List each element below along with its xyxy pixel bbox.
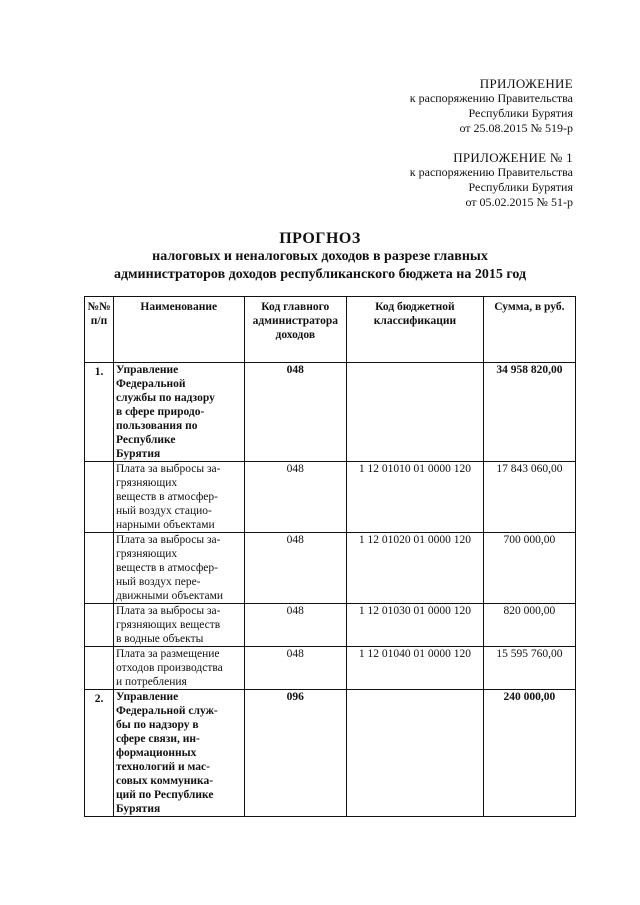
header-kbk: Код бюджетной классификации <box>347 297 484 363</box>
row-name-line: грязняющих <box>116 548 178 560</box>
row-name-line: формационных <box>116 747 197 759</box>
appendix1-date: от 05.02.2015 № 51-р <box>465 195 573 209</box>
row-num <box>85 533 114 604</box>
row-name-line: нарными объектами <box>116 519 215 531</box>
row-name-line: и потребления <box>116 676 187 688</box>
header-code: Код главного администратора доходов <box>244 297 347 363</box>
row-name-line: грязняющих <box>116 477 178 489</box>
row-name-line: Федеральной служ- <box>116 705 218 717</box>
row-sum: 700 000,00 <box>483 533 575 604</box>
row-name-line: сфере связи, ин- <box>116 733 200 745</box>
row-sum: 240 000,00 <box>483 690 575 817</box>
row-num: 2. <box>85 690 114 817</box>
row-name-line: веществ в атмосфер- <box>116 491 218 503</box>
row-admin-code: 096 <box>244 690 347 817</box>
row-name-line: Плата за размещение <box>116 648 220 660</box>
table-header-row <box>85 297 576 363</box>
table-body <box>85 363 576 817</box>
row-name-line: пользования по <box>116 420 198 432</box>
table-row <box>85 533 576 604</box>
row-name-line: Республике <box>116 434 176 446</box>
title-sub-2: администраторов доходов республиканского бюджета на 2015 год <box>113 267 527 282</box>
row-kbk-code <box>347 363 484 462</box>
row-num: 1. <box>85 363 114 462</box>
header-name: Наименование <box>114 297 245 363</box>
revenue-forecast-table <box>84 296 576 817</box>
row-name-line: веществ в атмосфер- <box>116 562 218 574</box>
row-sum: 15 595 760,00 <box>483 647 575 690</box>
row-name <box>114 462 245 533</box>
row-name-line: Федеральной <box>116 378 186 390</box>
row-name <box>114 533 245 604</box>
row-num <box>85 462 114 533</box>
row-name-line: Управление <box>116 364 179 376</box>
row-name <box>114 647 245 690</box>
row-name-line: в водные объекты <box>116 633 204 645</box>
table-row <box>85 604 576 647</box>
row-sum: 820 000,00 <box>483 604 575 647</box>
row-name <box>114 690 245 817</box>
row-sum: 34 958 820,00 <box>483 363 575 462</box>
appendix1-region: Республики Бурятия <box>468 180 573 194</box>
row-name <box>114 604 245 647</box>
row-name-line: Плата за выбросы за- <box>116 605 221 617</box>
header-sum: Сумма, в руб. <box>483 297 575 363</box>
row-name-line: ный воздух пере- <box>116 576 201 588</box>
row-name-line: грязняющих веществ <box>116 619 221 631</box>
document-title <box>0 230 640 284</box>
row-name-line: в сфере природо- <box>116 406 205 418</box>
table-row <box>85 647 576 690</box>
row-name-line: бы по надзору в <box>116 719 199 731</box>
row-num <box>85 604 114 647</box>
row-name-line: службы по надзору <box>116 392 215 404</box>
title-sub-1: налоговых и неналоговых доходов в разрезе главных <box>152 249 488 264</box>
row-kbk-code: 1 12 01010 01 0000 120 <box>347 462 484 533</box>
appendix-date: от 25.08.2015 № 519-р <box>459 121 573 135</box>
row-name-line: Управление <box>116 691 179 703</box>
row-kbk-code: 1 12 01030 01 0000 120 <box>347 604 484 647</box>
table-row <box>85 690 576 817</box>
appendix1-decree: к распоряжению Правительства <box>409 165 573 179</box>
appendix-block <box>410 76 573 210</box>
row-name-line: отходов производства <box>116 662 223 674</box>
appendix-decree: к распоряжению Правительства <box>409 91 573 105</box>
row-name-line: Плата за выбросы за- <box>116 534 221 546</box>
row-sum: 17 843 060,00 <box>483 462 575 533</box>
appendix-region: Республики Бурятия <box>468 106 573 120</box>
row-admin-code: 048 <box>244 647 347 690</box>
title-main: ПРОГНОЗ <box>279 230 361 247</box>
table-row <box>85 363 576 462</box>
header-num: №№ п/п <box>85 297 114 363</box>
row-name-line: движными объектами <box>116 590 224 602</box>
row-name-line: ций по Республике <box>116 789 214 801</box>
row-num <box>85 647 114 690</box>
row-kbk-code: 1 12 01040 01 0000 120 <box>347 647 484 690</box>
row-admin-code: 048 <box>244 363 347 462</box>
row-name-line: Бурятия <box>116 448 161 460</box>
row-name-line: ный воздух стацио- <box>116 505 212 517</box>
row-name <box>114 363 245 462</box>
row-kbk-code: 1 12 01020 01 0000 120 <box>347 533 484 604</box>
row-name-line: совых коммуника- <box>116 775 214 787</box>
row-admin-code: 048 <box>244 533 347 604</box>
row-admin-code: 048 <box>244 462 347 533</box>
row-name-line: Бурятия <box>116 803 161 815</box>
table-row <box>85 462 576 533</box>
row-name-line: технологий и мас- <box>116 761 210 773</box>
appendix-title: ПРИЛОЖЕНИЕ <box>479 76 573 91</box>
row-kbk-code <box>347 690 484 817</box>
row-admin-code: 048 <box>244 604 347 647</box>
appendix1-title: ПРИЛОЖЕНИЕ № 1 <box>453 150 573 165</box>
row-name-line: Плата за выбросы за- <box>116 463 221 475</box>
